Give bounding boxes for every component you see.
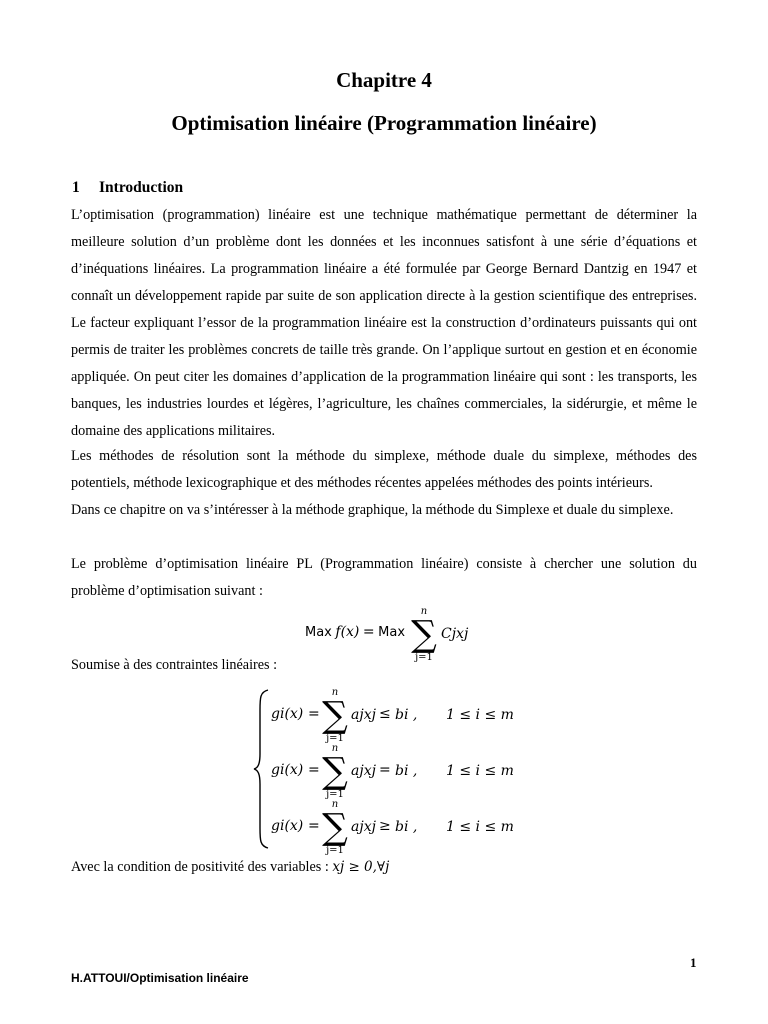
constraint-relation: ≥ xyxy=(379,818,391,834)
constraint-relation: = xyxy=(379,762,391,778)
paragraph-intro xyxy=(71,202,697,445)
constraint-term: ajxj xyxy=(351,763,376,779)
constraint-sum: n ∑ j=1 xyxy=(322,687,348,744)
section-heading xyxy=(72,179,183,197)
objective-lhs: Max f(x) = Max xyxy=(305,624,406,640)
page-number: 1 xyxy=(690,955,697,970)
constraint-lhs: gi(x) xyxy=(271,818,304,834)
chapter-subtitle: Optimisation linéaire (Programmation linéaire) xyxy=(171,111,597,135)
footer-author: H.ATTOUI/Optimisation linéaire xyxy=(71,971,249,985)
paragraph-methods xyxy=(71,443,697,497)
objective-sum: n ∑ j=1 xyxy=(411,606,437,663)
constraint-sum: n ∑ j=1 xyxy=(322,799,348,856)
constraint-lhs: gi(x) xyxy=(271,706,304,722)
paragraph-chapter-scope xyxy=(71,497,697,524)
document-page: Chapitre 4 Optimisation linéaire (Programmation linéaire) 1 Introduction L’optimisation (programmation) linéaire est une technique mathématique permettant de déterminer la meilleure solution d’un problème dont les données et les inconnues satisfont à une série d’équations et d’inéquations linéaires. La programmation linéaire a été formulée par George Bernard Dantzig en 1947 et connaît un développement rapide par suite de son application directe à la gestion scientifique des entreprises. Le facteur expliquant l’essor de la programmation linéaire est la construction d’ordinateurs puissants qui ont permis de traiter les problèmes concrets de taille très grande. On l’applique surtout en gestion et en économie appliquée. On peut citer les domaines d’application de la programmation linéaire qui sont : les transports, les banques, les industries lourdes et légères, l’agriculture, les chaînes commerciales, la sidérurgie, et même le domaine des applications militaires. Les méthodes de résolution sont la méthode du simplexe, méthode duale du simplexe, méthodes des potentiels, méthode lexicographique et des méthodes récentes appelées méthodes des points intérieurs. Dans ce chapitre on va s’intéresser à la méthode graphique, la méthode du Simplexe et duale du simplexe. Le problème d’optimisation linéaire PL (Programmation linéaire) consiste à chercher une solution du problème d’optimisation suivant : Max f(x) = Max n ∑ j=1 Cjxj Soumise à des contraintes linéaires : gi(x) = n ∑ j=1 ajxj ≤ bi , 1 ≤ i ≤ m gi(x) = n ∑ j=1 ajxj = bi , 1 ≤ i ≤ m gi(x) = n ∑ j=1 ajxj ≥ bi , 1 ≤ i ≤ m Avec la condition de positivité des variables : xj ≥ 0,∀j 1 H.ATTOUI/Optimisation linéaire xyxy=(0,0,768,1024)
positivity-condition: xj ≥ 0,∀j xyxy=(332,859,390,875)
constraint-range: 1 ≤ i ≤ m xyxy=(446,707,514,723)
paragraph: Dans ce chapitre on va s’intéresser à la méthode graphique, la méthode du Simplexe et duale du simplexe. xyxy=(71,502,674,518)
paragraph: Les méthodes de résolution sont la méthode du simplexe, méthode duale du simplexe, méthodes des potentiels, méthode lexicographique et des méthodes récentes appelées méthodes des points intérieurs. xyxy=(71,448,697,491)
chapter-title: Chapitre 4 xyxy=(336,68,432,92)
constraint-sum: n ∑ j=1 xyxy=(322,743,348,800)
constraint-range: 1 ≤ i ≤ m xyxy=(446,763,514,779)
constraint-rhs: bi , xyxy=(395,819,418,835)
constraint-lhs: gi(x) xyxy=(271,762,304,778)
constraint-term: ajxj xyxy=(351,707,376,723)
constraint-rhs: bi , xyxy=(395,707,418,723)
section-title: Introduction xyxy=(99,179,184,196)
paragraph: Le problème d’optimisation linéaire PL (Programmation linéaire) consiste à chercher une solution du problème d’optimisation suivant : xyxy=(71,556,697,599)
objective-term: Cjxj xyxy=(441,626,469,642)
constraint-range: 1 ≤ i ≤ m xyxy=(446,819,514,835)
paragraph: L’optimisation (programmation) linéaire est une technique mathématique permettant de déterminer la meilleure solution d’un problème dont les données et les inconnues satisfont à une série d’équations et d’inéquations linéaires. La programmation linéaire a été formulée par George Bernard Dantzig en 1947 et connaît un développement rapide par suite de son application directe à la gestion scientifique des entreprises. Le facteur expliquant l’essor de la programmation linéaire est la construction d’ordinateurs puissants qui ont permis de traiter les problèmes concrets de taille très grande. On l’applique surtout en gestion et en économie appliquée. On peut citer les domaines d’application de la programmation linéaire qui sont : les transports, les banques, les industries lourdes et légères, l’agriculture, les chaînes commerciales, la sidérurgie, et même le domaine des applications militaires. xyxy=(71,207,697,439)
constraint-rhs: bi , xyxy=(395,763,418,779)
section-number: 1 xyxy=(72,179,80,196)
constraint-term: ajxj xyxy=(351,819,376,835)
positivity-line xyxy=(71,859,389,876)
paragraph-problem xyxy=(71,551,697,605)
constraint-relation: ≤ xyxy=(379,706,391,722)
positivity-label: Avec la condition de positivité des variables : xyxy=(71,859,329,875)
left-brace xyxy=(252,688,272,850)
constraints-intro: Soumise à des contraintes linéaires : xyxy=(71,657,278,673)
